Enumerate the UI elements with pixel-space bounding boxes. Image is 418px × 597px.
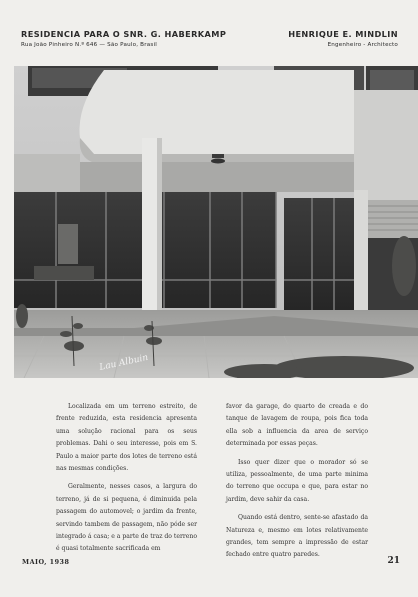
paragraph: Geralmente, nesses casos, a largura do terreno, já de si pequena, é diminuida pela passagem do automovel; o jardim da frente, servindo tambem de passagem, não póde ser integrado á casa; e a parte de traz do terreno é quasi totalmente sacrificada em	[56, 483, 197, 553]
architect-profession: Engenheiro - Architecto	[327, 42, 398, 48]
photo-signature: Lau Albuin	[98, 352, 150, 373]
paragraph: Quando está dentro, sente-se afastado da Natureza e, mesmo em lotes relativamente grandes, tem sempre a impressão de estar fechado entre quatro paredes.	[226, 514, 368, 559]
paragraph: Isso quer dizer que o morador só se utiliza, pessoalmente, de uma parte minima do terreno que occupa e que, para estar no jardim, deve sahir da casa.	[226, 458, 368, 503]
house-photograph	[14, 66, 418, 378]
project-title: RESIDENCIA PARA O SNR. G. HABERKAMP	[21, 29, 227, 39]
issue-date: MAIO, 1938	[22, 558, 70, 566]
project-address: Rua João Pinheiro N.º 646 — São Paulo, Brasil	[21, 42, 157, 48]
text-column-right	[226, 401, 368, 568]
architect-name: HENRIQUE E. MINDLIN	[288, 29, 398, 39]
page-number: 21	[387, 556, 400, 566]
paragraph: Localizada em um terreno estreito, de frente reduzida, esta residencia apresenta uma solução racional para os seus problemas. Dahi o seu interesse, pois em S. Paulo a maior parte dos lotes de terreno está nas mesmas condições.	[56, 403, 197, 473]
text-column-left	[56, 401, 197, 562]
paragraph: favor da garage, do quarto de creada e do tanque de lavagem de roupa, pois fica toda ella sob a influencia da area de serviço determinada por essas peças.	[226, 403, 368, 448]
